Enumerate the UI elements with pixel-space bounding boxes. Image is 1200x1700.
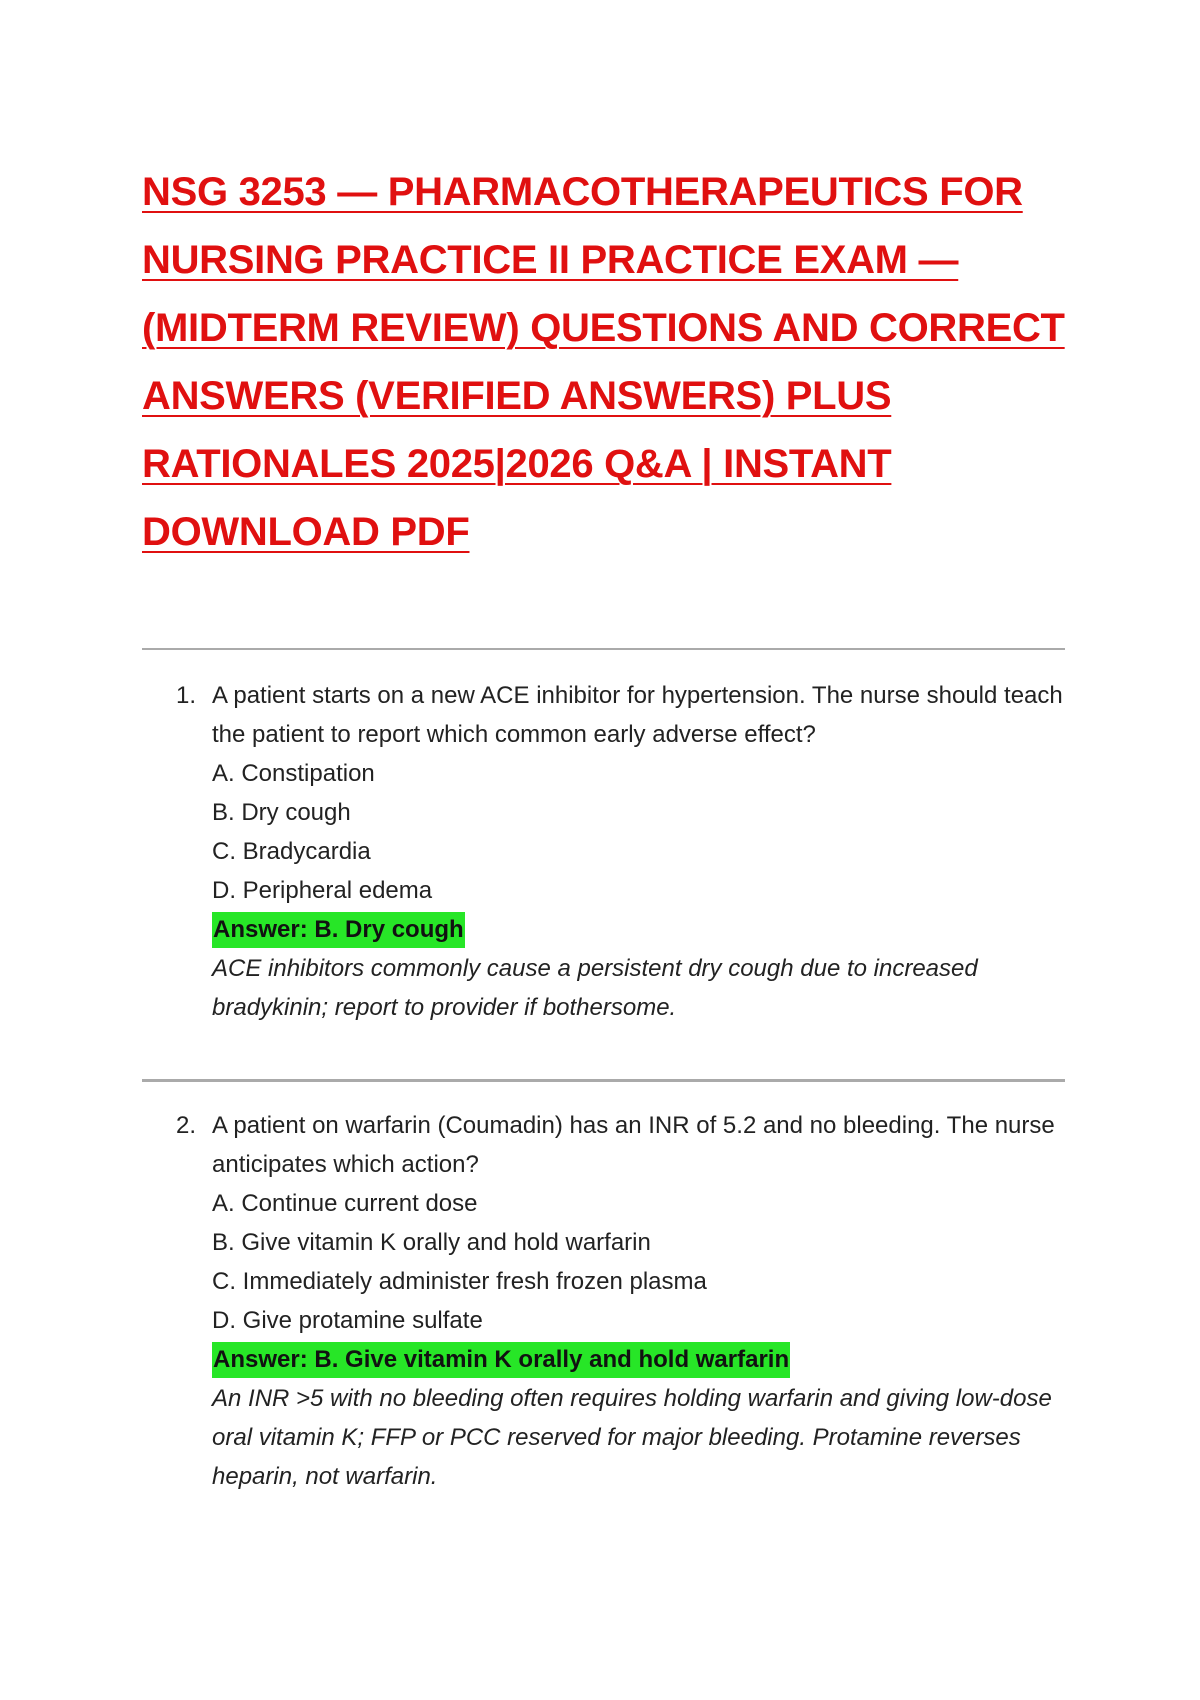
question-1 (142, 676, 1072, 1027)
question-number: 1. (176, 682, 197, 709)
answer-highlight: Answer: B. Dry cough (212, 912, 465, 948)
question-body (212, 676, 1072, 1027)
question-body (212, 1106, 1072, 1496)
option-a: A. Continue current dose (212, 1190, 478, 1217)
question-2 (142, 1106, 1072, 1496)
option-c: C. Bradycardia (212, 838, 371, 865)
option-b: B. Give vitamin K orally and hold warfarin (212, 1229, 651, 1256)
question-text: A patient starts on a new ACE inhibitor for hypertension. The nurse should teach the patient to report which common early adverse effect? (212, 682, 1063, 748)
section-divider (142, 648, 1065, 650)
rationale-text: An INR >5 with no bleeding often requires holding warfarin and giving low-dose oral vitamin K; FFP or PCC reserved for major bleeding. Protamine reverses heparin, not warfarin. (212, 1385, 1052, 1490)
option-d: D. Peripheral edema (212, 877, 433, 904)
question-text: A patient on warfarin (Coumadin) has an INR of 5.2 and no bleeding. The nurse anticipates which action? (212, 1112, 1055, 1178)
question-number: 2. (176, 1112, 197, 1139)
rationale-text: ACE inhibitors commonly cause a persistent dry cough due to increased bradykinin; report to provider if bothersome. (212, 955, 978, 1021)
section-divider (142, 1079, 1065, 1082)
option-a: A. Constipation (212, 760, 375, 787)
document-title: NSG 3253 — PHARMACOTHERAPEUTICS FOR NURSING PRACTICE II PRACTICE EXAM — (MIDTERM REVIEW) QUESTIONS AND CORRECT ANSWERS (VERIFIED ANSWERS) PLUS RATIONALES 2025|2026 Q&A | INSTANT DOWNLOAD PDF (142, 170, 1065, 554)
answer-highlight: Answer: B. Give vitamin K orally and hold warfarin (212, 1342, 790, 1378)
option-c: C. Immediately administer fresh frozen plasma (212, 1268, 707, 1295)
option-b: B. Dry cough (212, 799, 351, 826)
option-d: D. Give protamine sulfate (212, 1307, 483, 1334)
